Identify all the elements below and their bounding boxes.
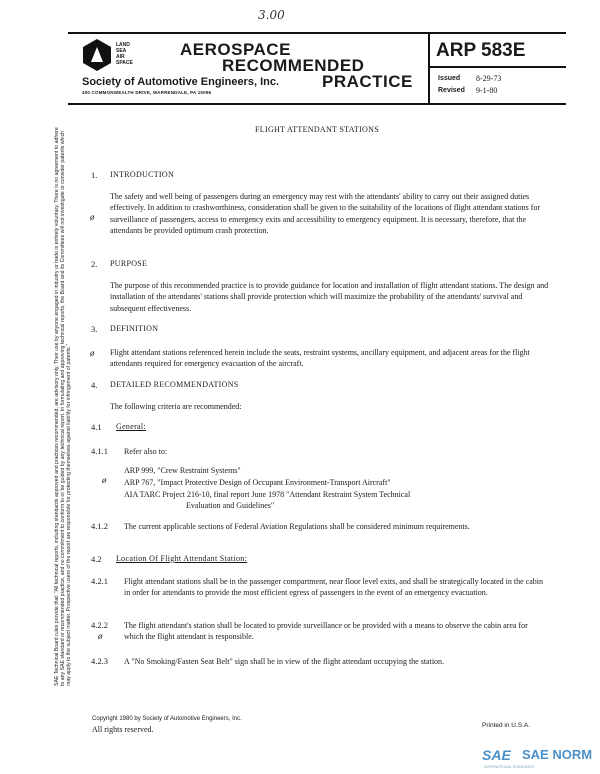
- section-4-1-2-number: 4.1.2: [91, 521, 108, 531]
- reference-1: ARP 999, "Crew Restraint Systems": [124, 466, 241, 475]
- section-4-2-number: 4.2: [91, 554, 102, 564]
- section-4-1-heading: General:: [116, 422, 146, 431]
- section-4-2-2-number: 4.2.2: [91, 620, 108, 630]
- section-4-1-1-body: Refer also to:: [124, 447, 168, 456]
- change-mark: ø: [90, 348, 95, 358]
- section-4-number: 4.: [91, 380, 98, 390]
- section-4-2-2-body: The flight attendant's station shall be located to provide surveillance or be provided with a means to observe the cabin area for which the flight attendant is responsible.: [124, 621, 528, 642]
- section-4-2-3-body: A "No Smoking/Fasten Seat Belt" sign shall be in view of the flight attendant occupying the station.: [124, 657, 445, 666]
- logo-line: SEA: [116, 48, 127, 54]
- section-4-intro: The following criteria are recommended:: [110, 402, 242, 411]
- society-name: Society of Automotive Engineers, Inc.: [82, 76, 280, 88]
- issued-date: 8-29-73: [476, 74, 502, 83]
- logo-caption: [116, 42, 133, 66]
- revised-date: 9-1-80: [476, 86, 498, 95]
- revised-label: Revised: [438, 87, 465, 94]
- logo-line: AIR: [116, 54, 125, 60]
- legal-side-notice: SAE Technical Board rules provide that: "All technical reports, including standards approved and practices recommended, are advisory only. Their use by anyone engaged in industry or trade is entirely voluntary. There is no agreement to adhere to any SAE standard or recommended practice, and no commitment to conform to or be guided by any technical report. In formulating and approving technical reports, the Board and its Committees will not investigate or consider patents which may apply to the subject matter. Prospective users of the report are responsible for protecting themselves against liability for infringement of patents.": [54, 127, 72, 686]
- section-4-2-1-body: Flight attendant stations shall be in the passenger compartment, near floor level exits, and shall be strategically located in the cabin in order for attendants to provide the most efficient egress of passengers in the event of an emergency evacuation.: [124, 577, 543, 598]
- watermark-subtext: INTERNATIONAL STANDARDS: [484, 765, 534, 769]
- sae-logo-icon: [82, 38, 112, 72]
- section-3-body: Flight attendant stations referenced herein include the seats, restraint systems, ancillary equipment, and adjacent areas for the flight attendants required for emergency evacuation of the aircraft.: [110, 348, 530, 369]
- doc-number-rule: [430, 66, 566, 68]
- doc-number: ARP 583E: [436, 40, 526, 61]
- section-3-number: 3.: [91, 324, 98, 334]
- society-address: 400 COMMONWEALTH DRIVE, WARRENDALE, PA 15096: [82, 90, 212, 95]
- reference-3: AIA TARC Project 216-10, final report June 1978 "Attendant Restraint System Technical: [124, 490, 411, 499]
- issued-label: Issued: [438, 75, 461, 82]
- section-4-2-3-number: 4.2.3: [91, 656, 108, 666]
- section-4-2-1-number: 4.2.1: [91, 576, 108, 586]
- watermark-logo: SAE: [482, 747, 511, 763]
- logo-line: LAND: [116, 42, 130, 48]
- section-4-1-1-number: 4.1.1: [91, 446, 108, 456]
- title-line-recommended: RECOMMENDED: [222, 56, 365, 75]
- header-bottom-rule: [68, 103, 566, 105]
- section-2-body: The purpose of this recommended practice is to provide guidance for location and installation of flight attendant stations. The design and installation of the attendants' stations shall provide protection which will maximize the probability of the attendants' survival and subsequent effectiveness.: [110, 281, 549, 313]
- section-4-1-number: 4.1: [91, 422, 102, 432]
- section-4-2-heading: Location Of Flight Attendant Station:: [116, 554, 248, 563]
- title-line-aerospace: AEROSPACE: [180, 40, 291, 59]
- section-1-heading: INTRODUCTION: [110, 170, 175, 179]
- document-title: FLIGHT ATTENDANT STATIONS: [255, 125, 379, 134]
- change-mark: ø: [90, 212, 95, 222]
- section-2-number: 2.: [91, 259, 98, 269]
- section-4-heading: DETAILED RECOMMENDATIONS: [110, 380, 239, 389]
- change-mark: ø: [102, 475, 107, 485]
- header-divider: [428, 34, 430, 103]
- section-1-number: 1.: [91, 170, 98, 180]
- section-2-heading: PURPOSE: [110, 259, 148, 268]
- section-4-1-2-body: The current applicable sections of Federal Aviation Regulations shall be considered minimum requirements.: [124, 522, 470, 531]
- printed-in: Printed in U.S.A.: [482, 722, 531, 729]
- title-line-practice: PRACTICE: [322, 72, 413, 91]
- logo-line: SPACE: [116, 60, 133, 66]
- section-1-body: The safety and well being of passengers during an emergency may rest with the attendants' ability to carry out their assigned duties effectively. In addition to crashworthiness, consideration shall be given to the suitability of the locations of flight attendant stations for surveillance of passengers, access to emergency exits and accessibility to emergency equipment. It is necessary, therefore, that the attendants be provided optimum crash protection.: [110, 192, 541, 235]
- change-mark: ø: [98, 631, 103, 641]
- header-top-rule: [68, 32, 566, 34]
- reference-2: ARP 767, "Impact Protective Design of Occupant Environment-Transport Aircraft": [124, 478, 391, 487]
- rights-line: All rights reserved.: [92, 725, 154, 734]
- section-3-heading: DEFINITION: [110, 324, 159, 333]
- reference-3-continued: Evaluation and Guidelines": [186, 501, 275, 510]
- watermark-text: SAE NORM: [522, 747, 593, 762]
- copyright-line: Copyright 1980 by Society of Automotive Engineers, Inc.: [92, 716, 242, 722]
- handwritten-price-note: 3.00: [258, 8, 285, 22]
